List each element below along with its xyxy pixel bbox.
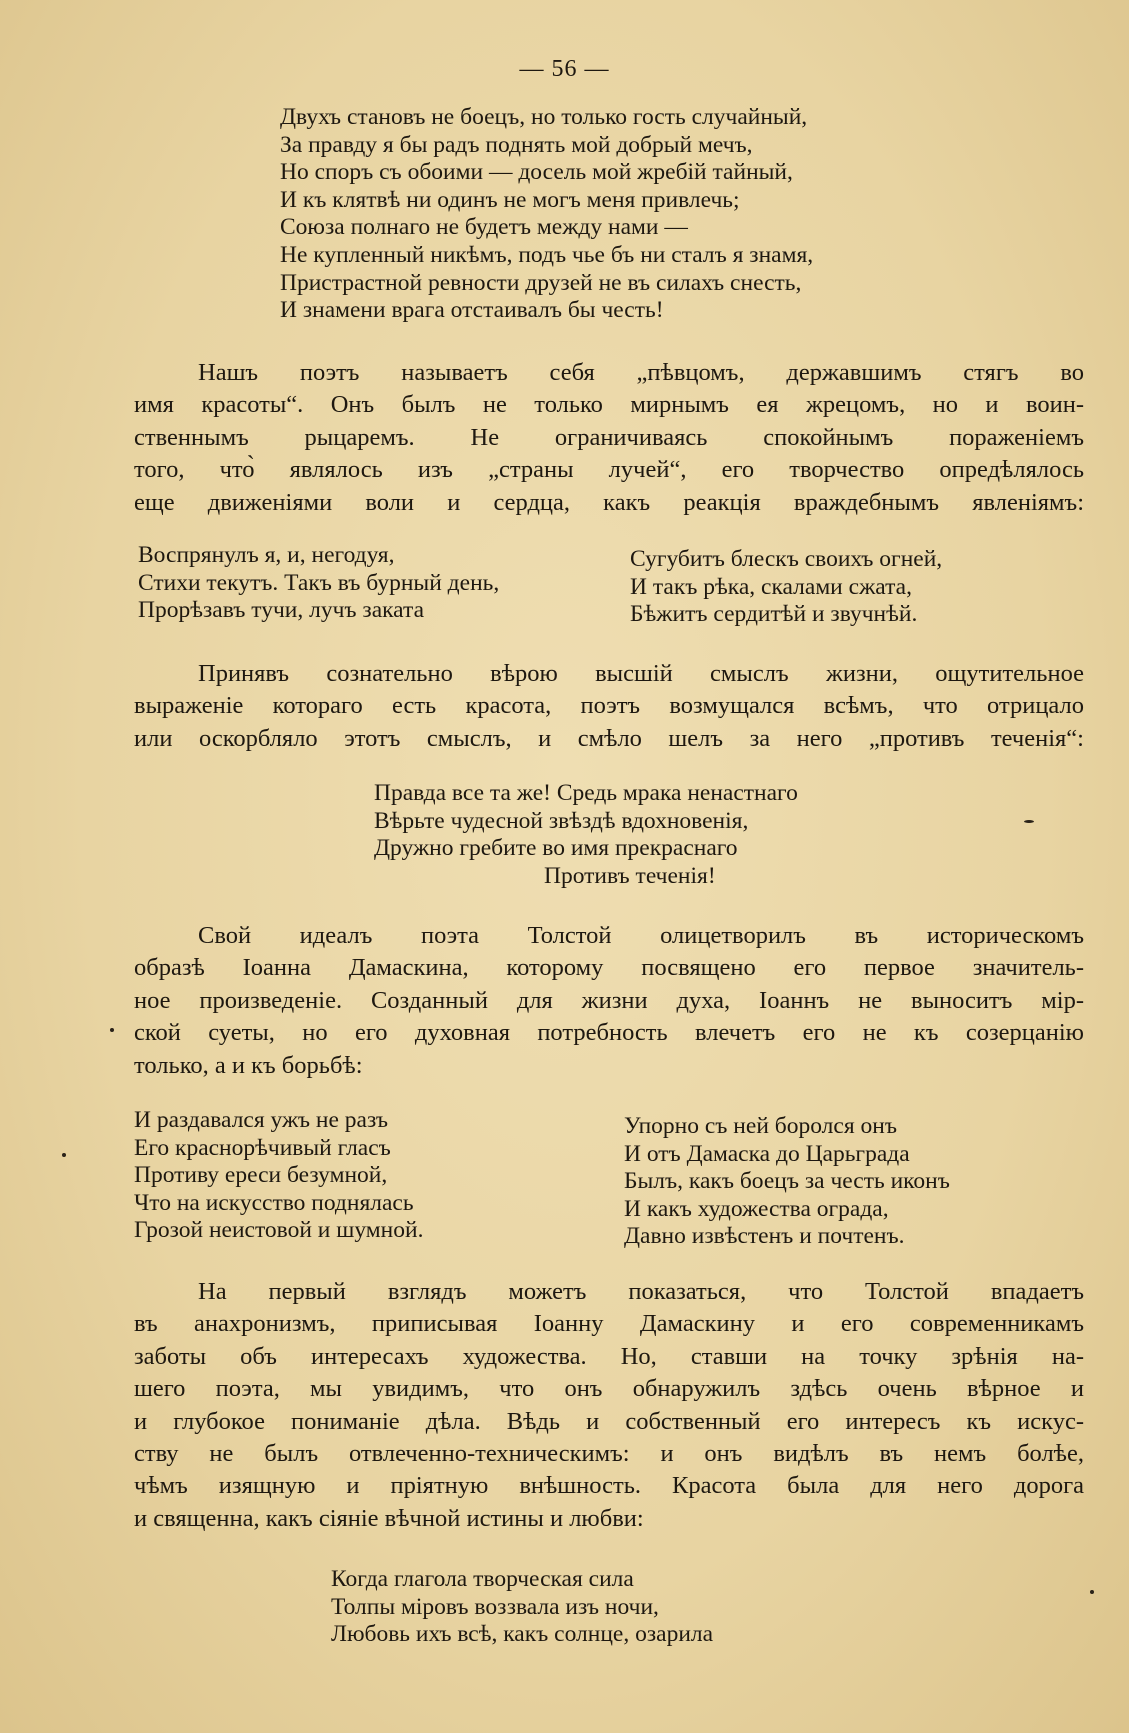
verse-block-3 bbox=[374, 780, 798, 890]
verse-line: И такъ рѣка, скалами сжата, bbox=[630, 573, 912, 600]
verse-line: Былъ, какъ боецъ за честь иконъ bbox=[624, 1168, 950, 1195]
prose-line: и священна, какъ сіяніе вѣчной истины и любви: bbox=[134, 1504, 644, 1532]
verse-line: Упорно съ ней боролся онъ bbox=[624, 1113, 897, 1139]
page-number: — 56 — bbox=[519, 56, 610, 82]
verse-line: Двухъ становъ не боецъ, но только гость случайный, bbox=[280, 104, 808, 130]
prose-line: того, что̀ являлось изъ „страны лучей“, его творчество опредѣлялось bbox=[134, 456, 1084, 484]
verse-line: Противу ереси безумной, bbox=[134, 1162, 388, 1189]
verse-line: Вѣрьте чудесной звѣздѣ вдохновенія, bbox=[374, 807, 749, 834]
verse-line: Не купленный никѣмъ, подъ чье бъ ни сталъ я знамя, bbox=[280, 241, 814, 268]
prose-line: ственнымъ рыцаремъ. Не ограничиваясь спокойнымъ пораженіемъ bbox=[134, 423, 1084, 451]
prose-line: еще движеніями воли и сердца, какъ реакція враждебнымъ явленіямъ: bbox=[134, 488, 1084, 516]
prose-line: ное произведеніе. Созданный для жизни духа, Іоаннъ не выноситъ мір- bbox=[134, 986, 1084, 1014]
paragraph-3 bbox=[134, 920, 1084, 1082]
verse-line: Толпы міровъ воззвала изъ ночи, bbox=[331, 1593, 659, 1620]
verse-line: Что на искусство поднялась bbox=[134, 1189, 414, 1216]
verse-line: Союза полнаго не будетъ между нами — bbox=[280, 214, 688, 241]
verse-line: Дружно гребите во имя прекраснаго bbox=[374, 835, 738, 862]
verse-line: И къ клятвѣ ни одинъ не могъ меня привлечь; bbox=[280, 186, 740, 213]
verse-line: Воспрянулъ я, и, негодуя, bbox=[138, 542, 395, 568]
verse-line: Пристрастной ревности друзей не въ силахъ снесть, bbox=[280, 269, 802, 296]
prose-line: Нашъ поэтъ называетъ себя „пѣвцомъ, державшимъ стягъ во bbox=[198, 359, 1084, 386]
prose-line: имя красоты“. Онъ былъ не только мирнымъ ея жрецомъ, но и воин- bbox=[134, 391, 1084, 419]
verse-line: Грозой неистовой и шумной. bbox=[134, 1217, 424, 1244]
verse-line: Давно извѣстенъ и почтенъ. bbox=[624, 1223, 905, 1250]
prose-line: Принявъ сознательно вѣрою высшій смыслъ жизни, ощутительное bbox=[198, 660, 1084, 687]
ink-speck bbox=[110, 1028, 114, 1032]
verse-line: Любовь ихъ всѣ, какъ солнце, озарила bbox=[331, 1621, 714, 1648]
verse-line: И знамени врага отстаивалъ бы честь! bbox=[280, 297, 664, 324]
verse-line: Сугубитъ блескъ своихъ огней, bbox=[630, 546, 943, 572]
prose-line: шего поэта, мы увидимъ, что онъ обнаружилъ здѣсь очень вѣрное и bbox=[134, 1375, 1084, 1403]
verse-line: И какъ художества ограда, bbox=[624, 1195, 889, 1222]
prose-line: Свой идеалъ поэта Толстой олицетворилъ въ историческомъ bbox=[198, 922, 1084, 949]
verse-line: И отъ Дамаска до Царьграда bbox=[624, 1140, 910, 1167]
prose-line: образѣ Іоанна Дамаскина, которому посвящено его первое значитель- bbox=[134, 954, 1084, 982]
verse-block-4-right bbox=[624, 1113, 950, 1251]
verse-block-4-left bbox=[134, 1107, 423, 1245]
paragraph-2 bbox=[134, 658, 1084, 755]
verse-line: Бѣжитъ сердитѣй и звучнѣй. bbox=[630, 601, 918, 628]
prose-line: или оскорбляло этотъ смыслъ, и смѣло шелъ за него „противъ теченія“: bbox=[134, 724, 1084, 752]
verse-line: Прорѣзавъ тучи, лучъ заката bbox=[138, 597, 424, 624]
verse-block-5 bbox=[331, 1566, 713, 1649]
verse-block-1 bbox=[280, 104, 813, 325]
verse-line: Но споръ съ обоими — досель мой жребій тайный, bbox=[280, 159, 793, 186]
verse-line: Когда глагола творческая сила bbox=[331, 1566, 634, 1592]
verse-line: За правду я бы радъ поднять мой добрый мечъ, bbox=[280, 131, 753, 158]
prose-line: чѣмъ изящную и пріятную внѣшность. Красота была для него дорога bbox=[134, 1472, 1084, 1500]
prose-line: выраженіе котораго есть красота, поэтъ возмущался всѣмъ, что отрицало bbox=[134, 692, 1084, 720]
paragraph-4 bbox=[134, 1276, 1084, 1535]
ink-speck bbox=[1090, 1590, 1094, 1594]
paragraph-1 bbox=[134, 357, 1084, 519]
ink-speck bbox=[62, 1153, 66, 1157]
verse-line: Правда все та же! Средь мрака ненастнаго bbox=[374, 780, 798, 806]
prose-line: ской суеты, но его духовная потребность влечетъ его не къ созерцанію bbox=[134, 1019, 1084, 1047]
prose-line: заботы объ интересахъ художества. Но, ставши на точку зрѣнія на- bbox=[134, 1342, 1084, 1370]
verse-block-2-right bbox=[630, 546, 942, 629]
verse-line: Стихи текутъ. Такъ въ бурный день, bbox=[138, 569, 500, 596]
prose-line: только, а и къ борьбѣ: bbox=[134, 1051, 363, 1079]
prose-line: и глубокое пониманіе дѣла. Вѣдь и собственный его интересъ къ искус- bbox=[134, 1407, 1084, 1435]
verse-line: Противъ теченія! bbox=[544, 862, 716, 889]
verse-block-2-left bbox=[138, 542, 499, 625]
ink-speck bbox=[1024, 820, 1034, 823]
prose-line: ству не былъ отвлеченно-техническимъ: и онъ видѣлъ въ немъ болѣе, bbox=[134, 1439, 1084, 1467]
prose-line: въ анахронизмъ, приписывая Іоанну Дамаскину и его современникамъ bbox=[134, 1310, 1084, 1338]
verse-line: И раздавался ужъ не разъ bbox=[134, 1107, 389, 1133]
prose-line: На первый взглядъ можетъ показаться, что Толстой впадаетъ bbox=[198, 1278, 1084, 1305]
verse-line: Его краснорѣчивый гласъ bbox=[134, 1134, 391, 1161]
